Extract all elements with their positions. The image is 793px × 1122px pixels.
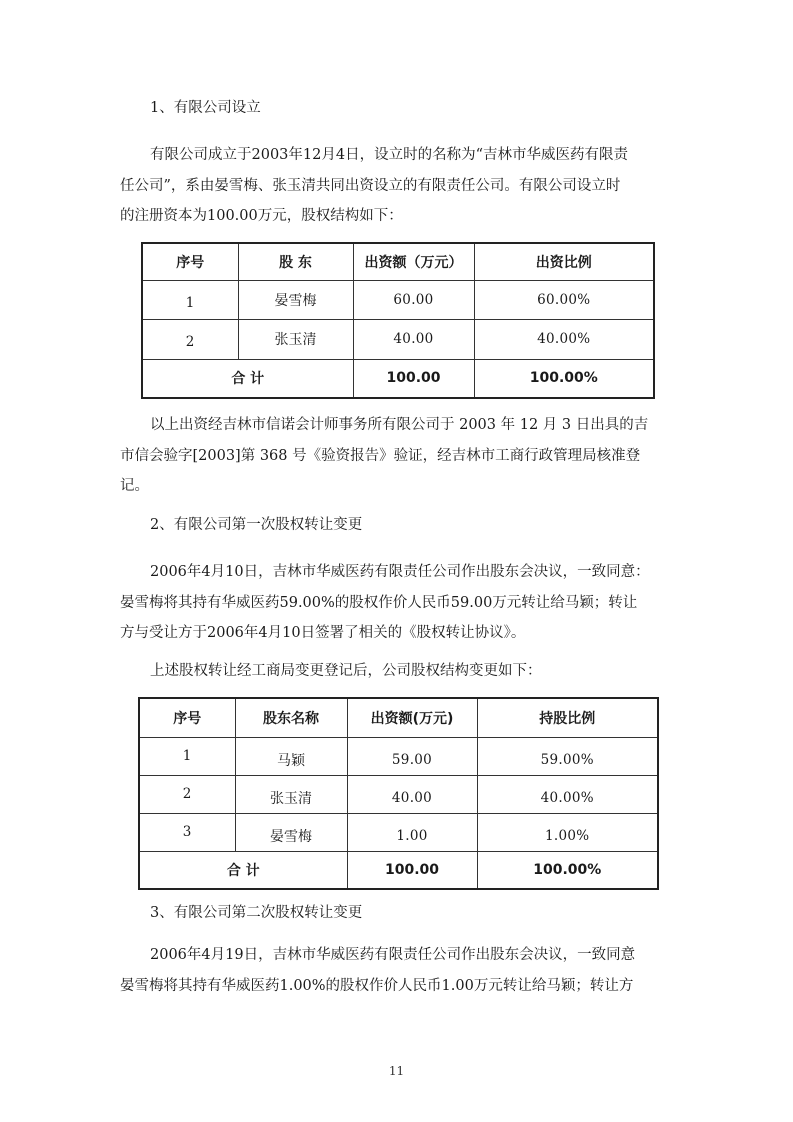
- paragraph-2-line-3: 记。: [120, 478, 149, 494]
- header-shareholder-name: 股东名称: [235, 698, 347, 737]
- cell-ratio: 40.00%: [474, 319, 654, 359]
- page-number: 11: [388, 1064, 405, 1078]
- equity-table-initial: [141, 242, 655, 399]
- section-1-title: 1、有限公司设立: [150, 100, 261, 116]
- paragraph-4: 上述股权转让经工商局变更登记后，公司股权结构变更如下：: [150, 663, 542, 679]
- cell-amount: 40.00: [347, 775, 477, 813]
- cell-ratio: 40.00%: [477, 775, 658, 813]
- header-holding-ratio: 持股比例: [477, 698, 658, 737]
- header-amount: 出资额(万元): [347, 698, 477, 737]
- table-row: [139, 813, 658, 851]
- paragraph-1-line-3: 的注册资本为100.00万元，股权结构如下：: [120, 208, 403, 224]
- paragraph-3-line-1: 2006年4月10日，吉林市华威医药有限责任公司作出股东会决议，一致同意：: [150, 564, 650, 580]
- cell-shareholder: 马颖: [235, 737, 347, 775]
- total-label: 合 计: [142, 359, 353, 398]
- cell-ratio: 1.00%: [477, 813, 658, 851]
- cell-seq: 1: [142, 280, 238, 319]
- paragraph-1-line-2: 任公司”，系由晏雪梅、张玉清共同出资设立的有限责任公司。有限公司设立时: [120, 178, 621, 194]
- header-seq: 序号: [139, 698, 235, 737]
- table-row: [139, 737, 658, 775]
- paragraph-2-line-2: 市信会验字[2003]第 368 号《验资报告》验证，经吉林市工商行政管理局核准登: [120, 448, 641, 464]
- cell-seq: 3: [139, 813, 235, 851]
- table-total-row: [139, 851, 658, 889]
- table-total-row: [142, 359, 654, 398]
- header-seq: 序号: [142, 243, 238, 280]
- paragraph-5-line-1: 2006年4月19日，吉林市华威医药有限责任公司作出股东会决议，一致同意: [150, 947, 636, 963]
- cell-shareholder: 张玉清: [238, 319, 353, 359]
- table-header-row: [139, 698, 658, 737]
- cell-shareholder: 晏雪梅: [238, 280, 353, 319]
- cell-ratio: 59.00%: [477, 737, 658, 775]
- equity-table-after-first-transfer: [138, 697, 659, 890]
- table-header-row: [142, 243, 654, 280]
- table-row: [142, 280, 654, 319]
- header-shareholder: 股 东: [238, 243, 353, 280]
- paragraph-2-line-1: 以上出资经吉林市信诺会计师事务所有限公司于 2003 年 12 月 3 日出具的吉: [150, 417, 649, 433]
- cell-amount: 60.00: [353, 280, 474, 319]
- total-amount: 100.00: [353, 359, 474, 398]
- paragraph-3-line-3: 方与受让方于2006年4月10日签署了相关的《股权转让协议》。: [120, 625, 526, 641]
- total-label: 合 计: [139, 851, 347, 889]
- table-row: [139, 775, 658, 813]
- header-amount: 出资额（万元）: [353, 243, 474, 280]
- section-2-title: 2、有限公司第一次股权转让变更: [150, 517, 363, 533]
- cell-amount: 40.00: [353, 319, 474, 359]
- total-ratio: 100.00%: [474, 359, 654, 398]
- cell-seq: 2: [142, 319, 238, 359]
- cell-shareholder: 张玉清: [235, 775, 347, 813]
- paragraph-5-line-2: 晏雪梅将其持有华威医药1.00%的股权作价人民币1.00万元转让给马颖；转让方: [120, 978, 634, 994]
- section-3-title: 3、有限公司第二次股权转让变更: [150, 905, 363, 921]
- header-ratio: 出资比例: [474, 243, 654, 280]
- total-ratio: 100.00%: [477, 851, 658, 889]
- total-amount: 100.00: [347, 851, 477, 889]
- paragraph-3-line-2: 晏雪梅将其持有华威医药59.00%的股权作价人民币59.00万元转让给马颖；转让: [120, 595, 638, 611]
- cell-seq: 2: [139, 775, 235, 813]
- cell-amount: 59.00: [347, 737, 477, 775]
- cell-shareholder: 晏雪梅: [235, 813, 347, 851]
- cell-amount: 1.00: [347, 813, 477, 851]
- paragraph-1-line-1: 有限公司成立于2003年12月4日，设立时的名称为“吉林市华威医药有限责: [150, 147, 628, 163]
- cell-seq: 1: [139, 737, 235, 775]
- table-row: [142, 319, 654, 359]
- cell-ratio: 60.00%: [474, 280, 654, 319]
